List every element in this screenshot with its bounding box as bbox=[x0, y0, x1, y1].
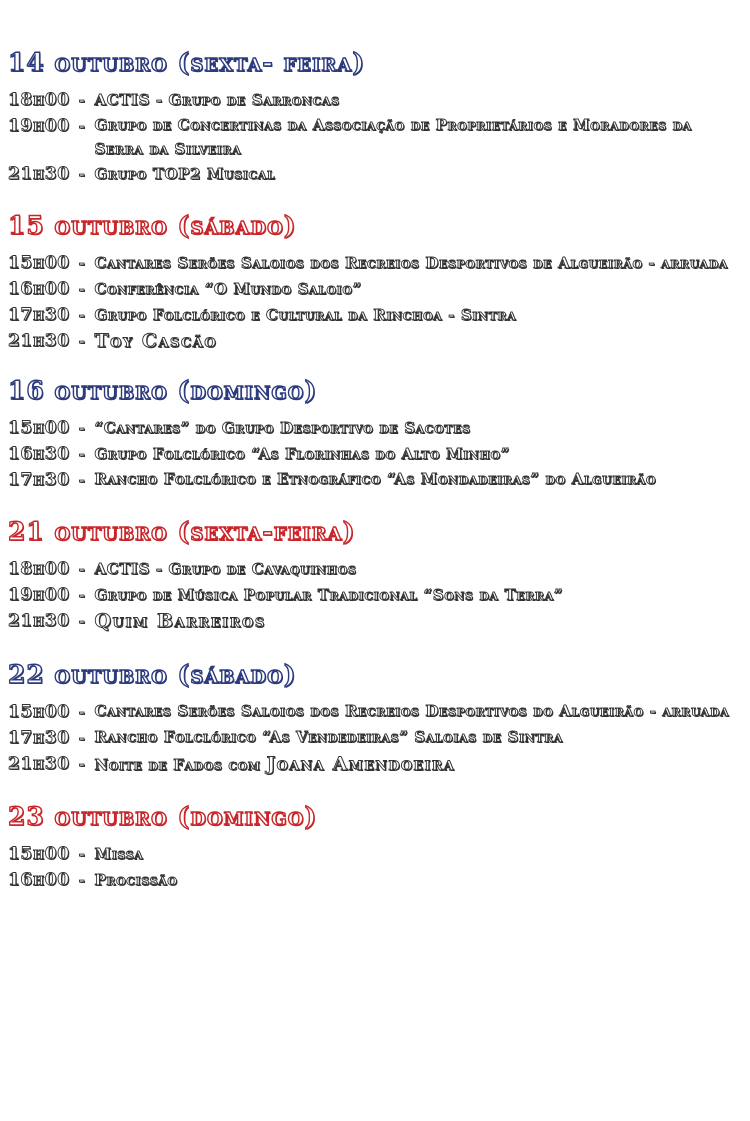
day-section bbox=[8, 209, 742, 354]
event-time: 17h30 bbox=[8, 470, 70, 490]
event-item bbox=[8, 441, 742, 467]
event-item bbox=[8, 582, 742, 608]
day-section bbox=[8, 46, 742, 187]
day-section bbox=[8, 658, 742, 778]
day-title: 15 outubro (sábado) bbox=[8, 211, 297, 240]
event-time: 21h30 bbox=[8, 331, 70, 351]
day-title: 16 outubro (domingo) bbox=[8, 376, 318, 405]
event-description: Grupo TOP2 Musical bbox=[94, 165, 276, 183]
day-section bbox=[8, 515, 742, 634]
event-separator: - bbox=[78, 729, 86, 747]
event-item bbox=[8, 867, 742, 893]
event-description: Procissão bbox=[94, 871, 178, 889]
event-description: Rancho Folclórico “As Vendedeiras” Saloias de Sintra bbox=[94, 728, 564, 746]
event-item bbox=[8, 608, 742, 634]
event-separator: - bbox=[78, 117, 86, 135]
event-description: Conferência “O Mundo Saloio” bbox=[94, 280, 362, 298]
event-description: Quim Barreiros bbox=[94, 610, 266, 632]
event-separator: - bbox=[78, 332, 86, 350]
event-separator: - bbox=[78, 845, 86, 863]
event-separator: - bbox=[78, 586, 86, 604]
event-list bbox=[8, 699, 742, 778]
event-description bbox=[94, 751, 742, 778]
event-separator: - bbox=[78, 755, 86, 773]
event-description: Cantares Serões Saloios dos Recreios Desportivos de Algueirão - arruada bbox=[94, 254, 729, 272]
event-item bbox=[8, 751, 742, 778]
event-separator: - bbox=[78, 91, 86, 109]
event-list bbox=[8, 415, 742, 493]
event-description: Grupo de Música Popular Tradicional “Sons da Terra” bbox=[94, 586, 564, 604]
event-time: 18h00 bbox=[8, 559, 70, 579]
performer-name: Joana Amendoeira bbox=[266, 753, 456, 775]
event-time: 15h00 bbox=[8, 702, 70, 722]
event-separator: - bbox=[78, 306, 86, 324]
event-description: ACTIS - Grupo de Cavaquinhos bbox=[94, 560, 357, 578]
event-separator: - bbox=[78, 471, 86, 489]
day-title: 22 outubro (sábado) bbox=[8, 660, 297, 689]
event-item bbox=[8, 841, 742, 867]
event-description: “Cantares” do Grupo Desportivo de Sacotes bbox=[94, 419, 471, 437]
event-time: 19h00 bbox=[8, 585, 70, 605]
event-item bbox=[8, 87, 742, 113]
event-time: 17h30 bbox=[8, 728, 70, 748]
event-time: 15h00 bbox=[8, 844, 70, 864]
event-item bbox=[8, 415, 742, 441]
event-time: 17h30 bbox=[8, 305, 70, 325]
event-separator: - bbox=[78, 165, 86, 183]
event-item bbox=[8, 161, 742, 187]
event-separator: - bbox=[78, 703, 86, 721]
event-item bbox=[8, 328, 742, 354]
event-item bbox=[8, 725, 742, 751]
event-separator: - bbox=[78, 612, 86, 630]
event-time: 18h00 bbox=[8, 90, 70, 110]
event-list bbox=[8, 250, 742, 354]
event-item bbox=[8, 276, 742, 302]
day-title: 23 outubro (domingo) bbox=[8, 802, 318, 831]
event-item bbox=[8, 467, 742, 493]
event-separator: - bbox=[78, 560, 86, 578]
event-separator: - bbox=[78, 445, 86, 463]
event-description: Rancho Folclórico e Etnográfico “As Mondadeiras” do Algueirão bbox=[94, 470, 657, 488]
event-description: Grupo Folclórico “As Florinhas do Alto Minho” bbox=[94, 445, 510, 463]
event-item bbox=[8, 699, 742, 725]
event-description-part: Noite de Fados com bbox=[94, 756, 261, 774]
event-item bbox=[8, 250, 742, 276]
event-description: ACTIS - Grupo de Sarroncas bbox=[94, 91, 340, 109]
event-description: Grupo Folclórico e Cultural da Rinchoa - Sintra bbox=[94, 306, 517, 324]
event-time: 21h30 bbox=[8, 611, 70, 631]
day-section bbox=[8, 800, 742, 893]
event-time: 21h30 bbox=[8, 754, 70, 774]
event-separator: - bbox=[78, 280, 86, 298]
event-time: 15h00 bbox=[8, 418, 70, 438]
day-title: 14 outubro (sexta- feira) bbox=[8, 48, 366, 77]
event-description: Grupo de Concertinas da Associação de Proprietários e Moradores da Serra da Silveira bbox=[94, 116, 692, 158]
event-separator: - bbox=[78, 254, 86, 272]
event-description: Cantares Serões Saloios dos Recreios Desportivos do Algueirão - arruada bbox=[94, 702, 730, 720]
event-item bbox=[8, 556, 742, 582]
event-item bbox=[8, 113, 742, 161]
event-list bbox=[8, 556, 742, 634]
event-time: 19h00 bbox=[8, 116, 70, 136]
event-item bbox=[8, 302, 742, 328]
day-title: 21 outubro (sexta-feira) bbox=[8, 517, 356, 546]
event-separator: - bbox=[78, 871, 86, 889]
event-list bbox=[8, 87, 742, 187]
event-separator: - bbox=[78, 419, 86, 437]
event-time: 21h30 bbox=[8, 164, 70, 184]
event-time: 15h00 bbox=[8, 253, 70, 273]
event-description: Missa bbox=[94, 845, 144, 863]
event-time: 16h00 bbox=[8, 279, 70, 299]
day-section bbox=[8, 374, 742, 493]
event-time: 16h30 bbox=[8, 444, 70, 464]
event-list bbox=[8, 841, 742, 893]
event-time: 16h00 bbox=[8, 870, 70, 890]
event-description: Toy Cascão bbox=[94, 330, 218, 352]
